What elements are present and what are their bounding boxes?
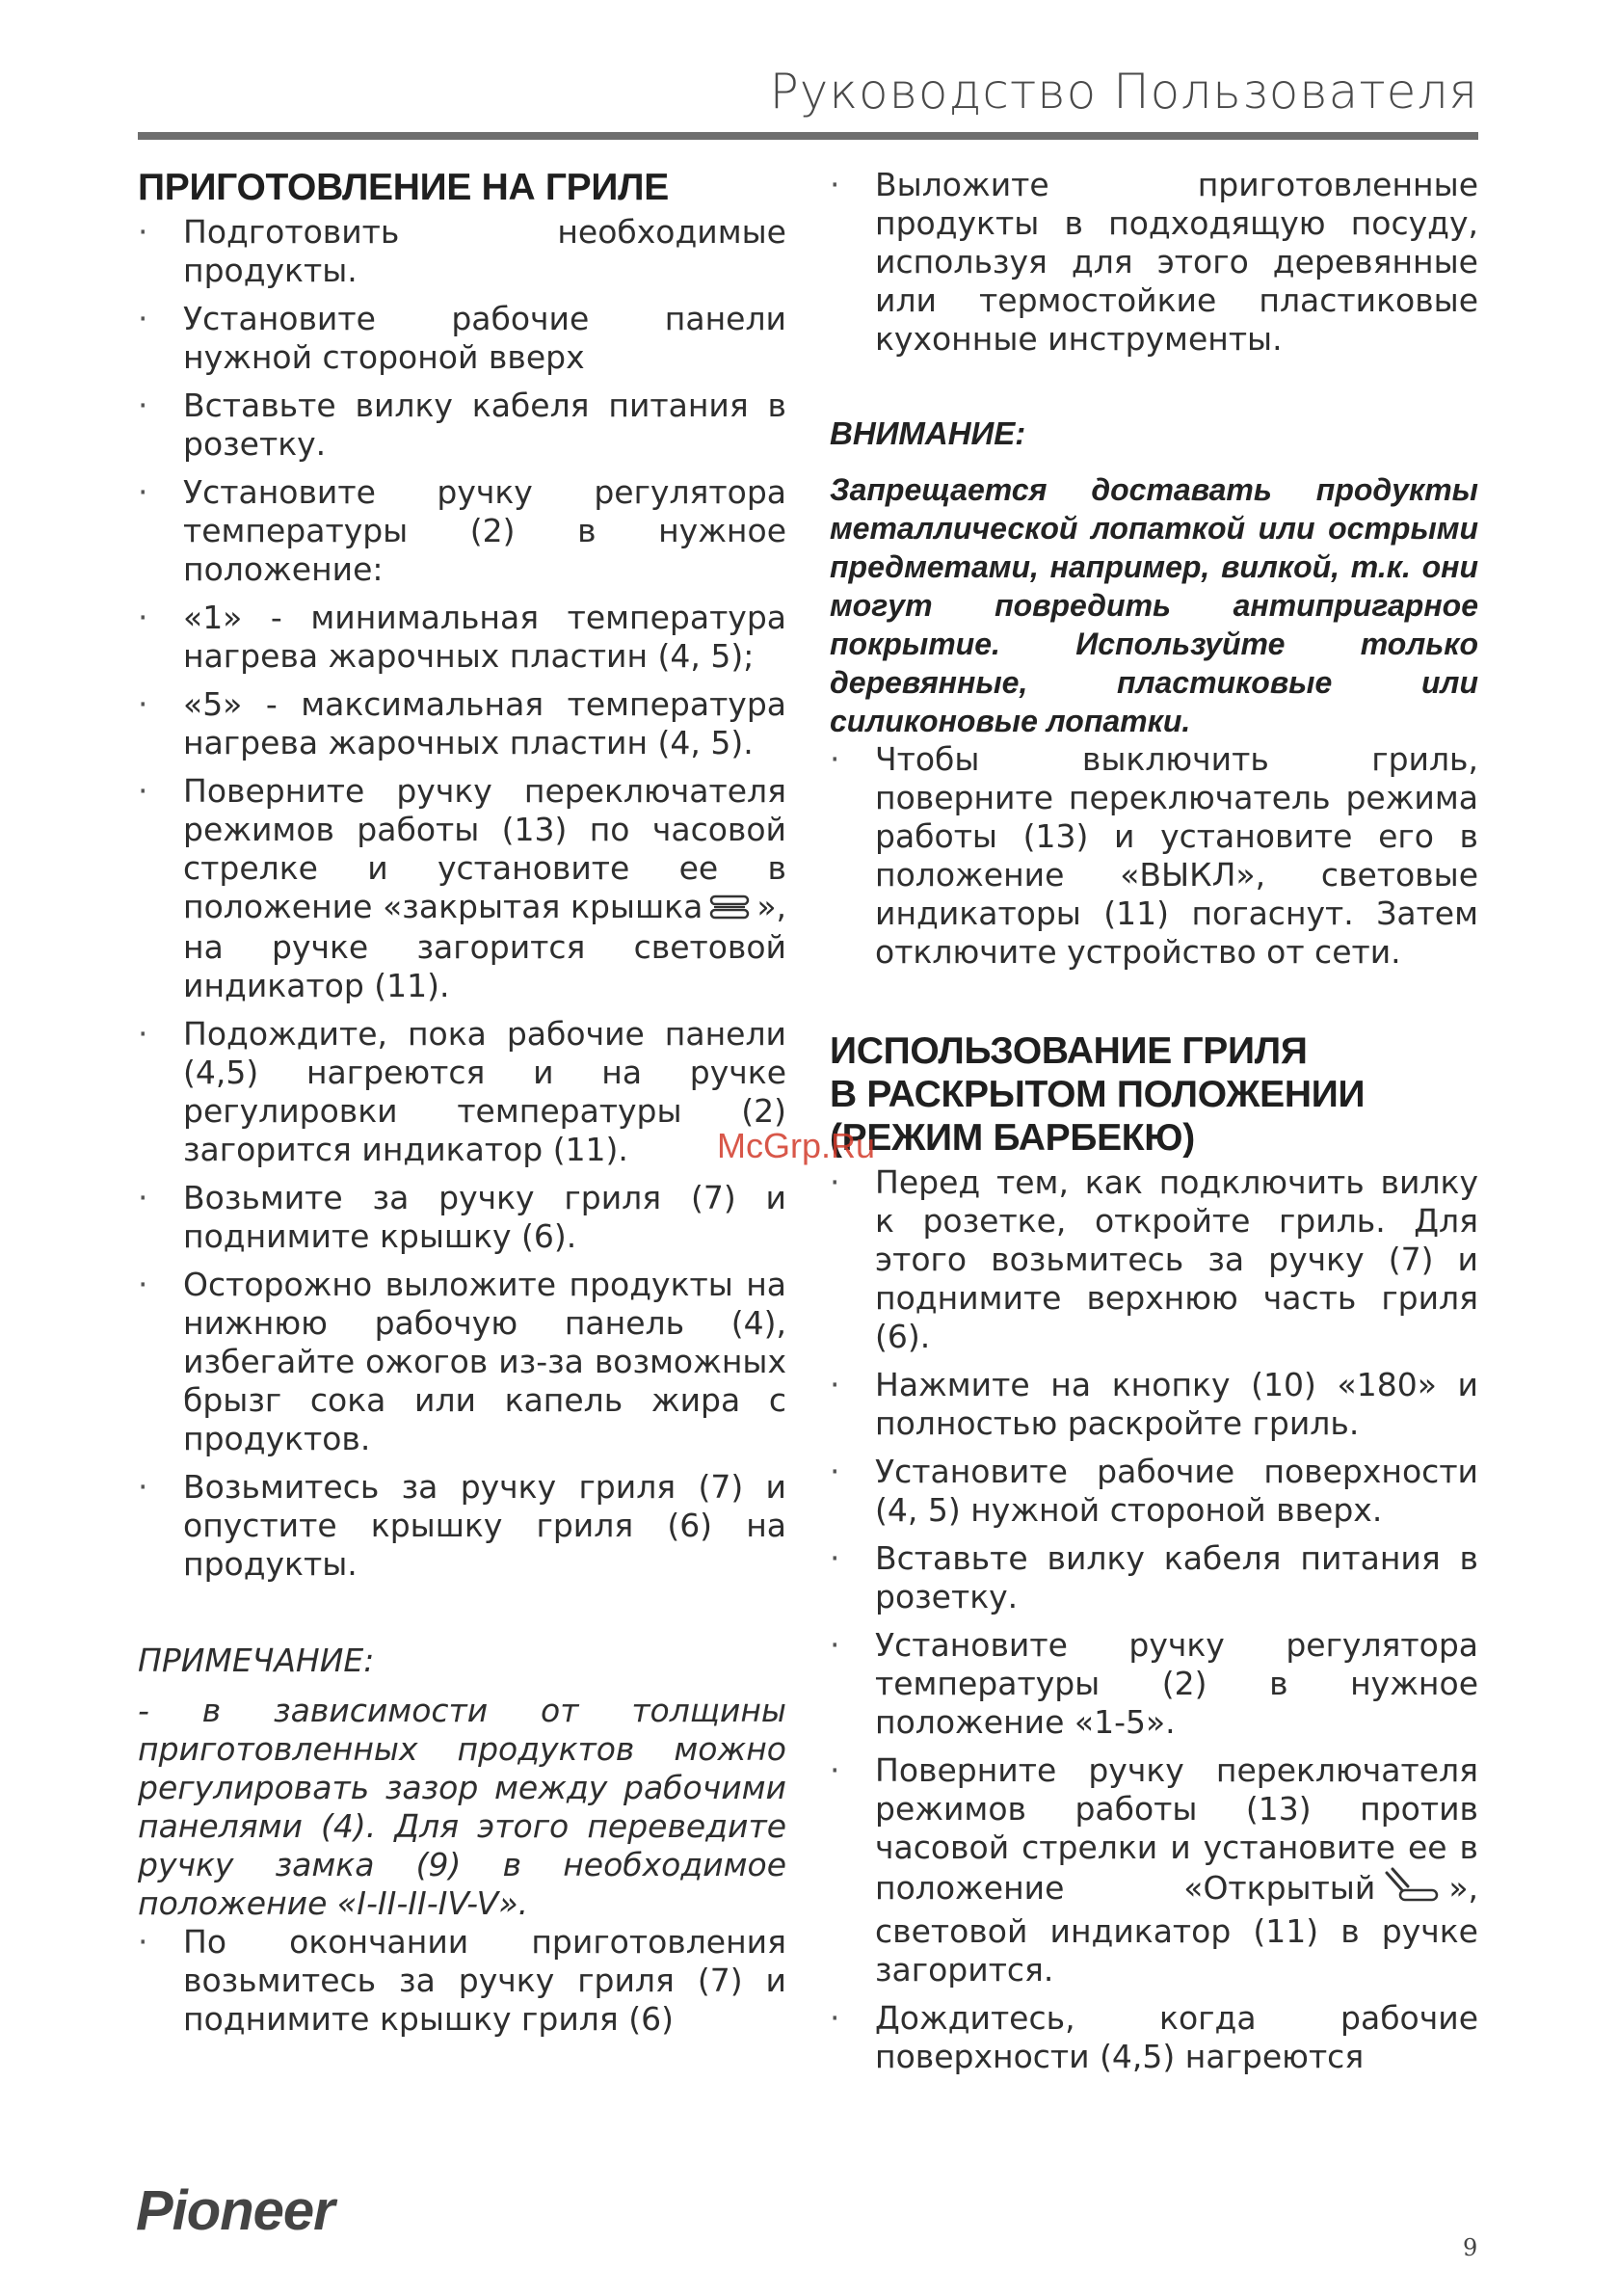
final-step-list bbox=[138, 1923, 786, 2039]
list-item: · По окончании приготовления возьмитесь за ручку гриля (7) и поднимите крышку гриля (6) bbox=[138, 1922, 786, 2038]
header-divider bbox=[138, 132, 1478, 140]
bbq-steps-list bbox=[830, 1163, 1478, 2076]
list-item: · Выложите приготовленные продукты в подходящую посуду, используя для этого деревянные или термостойкие пластиковые кухонные инструменты. bbox=[830, 166, 1478, 358]
bullet-icon: · bbox=[830, 166, 840, 203]
bullet-icon: · bbox=[138, 1014, 148, 1053]
list-item: · Дождитесь, когда рабочие поверхности (4,5) нагреются bbox=[830, 1999, 1478, 2075]
list-item: · «5» - максимальная температура нагрева жарочных пластин (4, 5). bbox=[138, 685, 786, 761]
list-item: · Осторожно выложите продукты на нижнюю рабочую панель (4), избегайте ожогов из-за возможных брызг сока или капель жира с продуктов. bbox=[138, 1265, 786, 1457]
page-number: 9 bbox=[1463, 2234, 1478, 2261]
section-title-bbq-mode: ИСПОЛЬЗОВАНИЕ ГРИЛЯ В РАСКРЫТОМ ПОЛОЖЕНИИ (РЕЖИМ БАРБЕКЮ) bbox=[830, 1030, 1366, 1159]
bullet-icon: · bbox=[138, 387, 148, 424]
warning-heading: ВНИМАНИЕ: bbox=[830, 415, 1026, 451]
left-column bbox=[138, 166, 786, 2048]
note-heading: ПРИМЕЧАНИЕ: bbox=[138, 1641, 375, 1679]
bullet-icon: · bbox=[830, 1539, 840, 1577]
bullet-icon: · bbox=[830, 1163, 840, 1201]
bullet-icon: · bbox=[138, 1178, 148, 1216]
grill-steps-list bbox=[138, 213, 786, 1584]
list-item: · Подождите, пока рабочие панели (4,5) нагреются и на ручке регулировки температуры (2) загорится индикатор (11). bbox=[138, 1014, 786, 1168]
list-item: · Вставьте вилку кабеля питания в розетку. bbox=[830, 1539, 1478, 1615]
watermark: McGrp.Ru bbox=[717, 1126, 876, 1165]
list-item: · «1» - минимальная температура нагрева жарочных пластин (4, 5); bbox=[138, 599, 786, 675]
bullet-icon: · bbox=[138, 213, 148, 251]
closed-lid-icon bbox=[708, 890, 751, 928]
bullet-icon: · bbox=[830, 1366, 840, 1403]
bullet-icon: · bbox=[830, 740, 840, 778]
list-item: · Установите ручку регулятора температуры (2) в нужное положение «1-5». bbox=[830, 1626, 1478, 1741]
note-text: - в зависимости от толщины приготовленных продуктов можно регулировать зазор между рабочими панелями (4). Для этого переведите ручку замка (9) в необходимое положение «I-II-II-IV-V». bbox=[138, 1691, 786, 1922]
warning-text: Запрещается доставать продукты металлической лопаткой или острыми предметами, например, вилкой, т.к. они могут повредить антипригарное покрытие. Используйте только деревянные, пластиковые или силиконовые лопатки. bbox=[830, 472, 1478, 738]
bullet-icon: · bbox=[138, 1467, 148, 1506]
bullet-icon: · bbox=[138, 599, 148, 636]
bullet-icon: · bbox=[138, 1265, 148, 1303]
list-item: · Чтобы выключить гриль, поверните переключатель режима работы (13) и установите его в положение «ВЫКЛ», световые индикаторы (11) погаснут. Затем отключите устройство от сети. bbox=[830, 740, 1478, 971]
bullet-icon: · bbox=[830, 1751, 840, 1789]
serve-step-list bbox=[830, 166, 1478, 359]
open-grill-icon bbox=[1381, 1867, 1443, 1912]
list-item: · Возьмите за ручку гриля (7) и поднимите крышку (6). bbox=[138, 1178, 786, 1255]
list-item: · Поверните ручку переключателя режимов работы (13) против часовой стрелки и установите ее в положение «Открытый », световой индикатор (11) в ручке загорится. bbox=[830, 1751, 1478, 1989]
bullet-icon: · bbox=[138, 772, 148, 810]
list-item: · Установите рабочие поверхности (4, 5) нужной стороной вверх. bbox=[830, 1453, 1478, 1529]
list-item: · Возьмитесь за ручку гриля (7) и опустите крышку гриля (6) на продукты. bbox=[138, 1467, 786, 1583]
bullet-icon: · bbox=[138, 1922, 148, 1961]
list-item: · Нажмите на кнопку (10) «180» и полностью раскройте гриль. bbox=[830, 1366, 1478, 1442]
list-item: · Поверните ручку переключателя режимов работы (13) по часовой стрелке и установите ее в положение «закрытая крышка », на ручке загорится световой индикатор (11). bbox=[138, 772, 786, 1004]
bullet-icon: · bbox=[830, 1999, 840, 2037]
section-title-grill-cooking: ПРИГОТОВЛЕНИЕ НА ГРИЛЕ bbox=[138, 167, 669, 208]
list-item: · Установите рабочие панели нужной стороной вверх bbox=[138, 300, 786, 376]
list-item: · Установите ручку регулятора температуры (2) в нужное положение: bbox=[138, 473, 786, 588]
brand-logo: Pioneer bbox=[136, 2179, 334, 2242]
list-item: · Подготовить необходимые продукты. bbox=[138, 213, 786, 289]
bullet-icon: · bbox=[830, 1626, 840, 1664]
list-item: · Перед тем, как подключить вилку к розетке, откройте гриль. Для этого возьмитесь за ручку (7) и поднимите верхнюю часть гриля (6). bbox=[830, 1163, 1478, 1355]
page-header-title: Руководство Пользователя bbox=[769, 64, 1478, 120]
right-column bbox=[830, 166, 1478, 2086]
list-item: · Вставьте вилку кабеля питания в розетку. bbox=[138, 387, 786, 463]
switch-off-list bbox=[830, 740, 1478, 972]
bullet-icon: · bbox=[138, 473, 148, 511]
bullet-icon: · bbox=[138, 685, 148, 723]
bullet-icon: · bbox=[830, 1453, 840, 1490]
bullet-icon: · bbox=[138, 300, 148, 337]
